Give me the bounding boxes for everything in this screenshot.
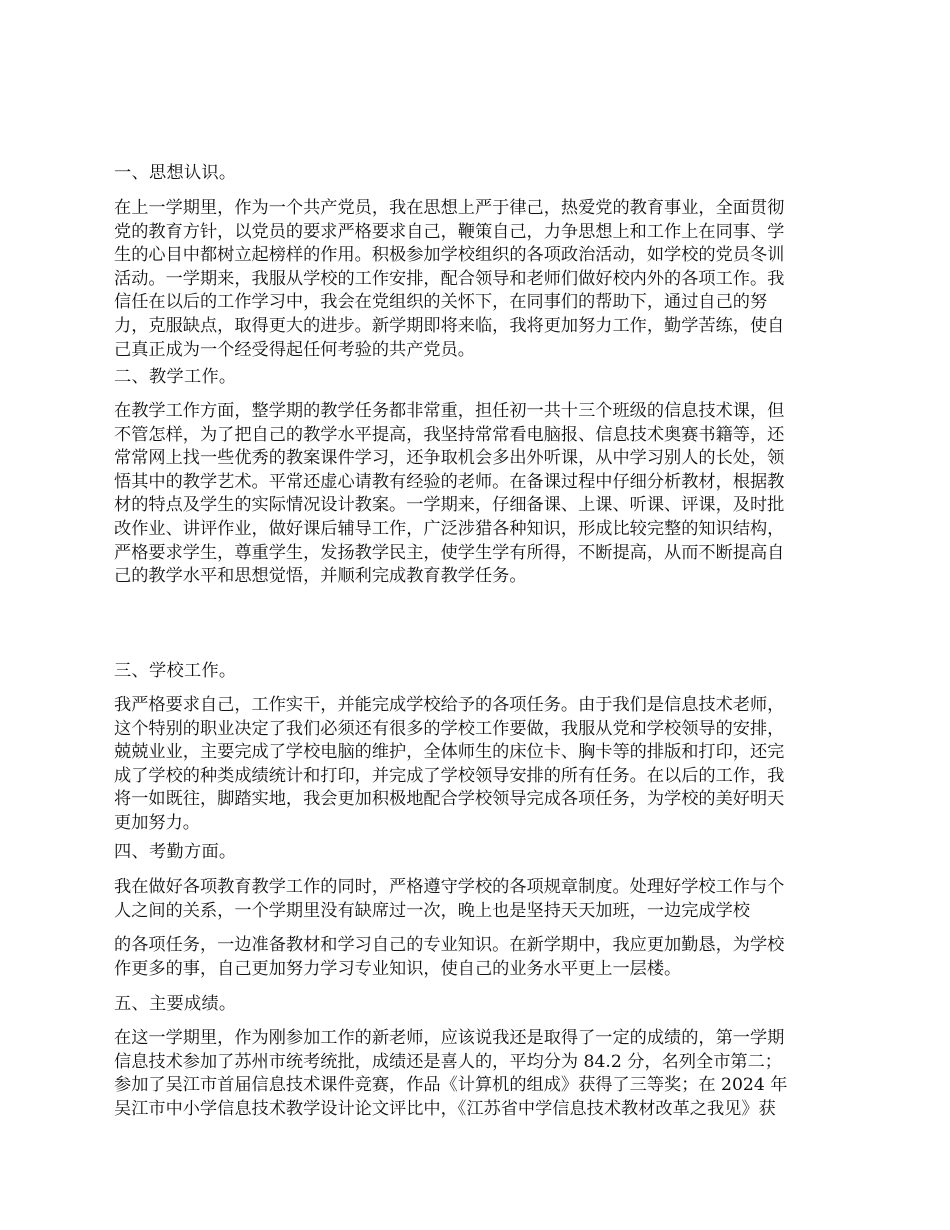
section-heading-4: 四、考勤方面。: [114, 842, 237, 862]
paragraph-achievements: 在这一学期里，作为刚参加工作的新老师，应该说我还是取得了一定的成绩的，第一学期 信息技术参加了苏州市统考统批，成绩还是喜人的，平均分为 84.2 分，名列全市第二； 参加了吴江市首届信息技术课件竞赛，作品《计算机的组成》获得了三等奖；在 2024 年 吴江市中小学信息技术教学设计论文评比中，《江苏省中学信息技术教材改革之我见》获: [114, 1028, 788, 1119]
paragraph-attendance-part2: 的各项任务，一边准备教材和学习自己的专业知识。在新学期中，我应更加勤恳，为学校 作更多的事，自己更加努力学习专业知识，使自己的业务水平更上一层楼。: [114, 935, 785, 979]
paragraph-school-work: 我严格要求自己，工作实干，并能完成学校给予的各项任务。由于我们是信息技术老师， 这个特别的职业决定了我们必须还有很多的学校工作要做，我服从党和学校领导的安排， 兢兢业业，主要完成了学校电脑的维护，全体师生的床位卡、胸卡等的排版和打印，还完 成了学校的种类成绩统计和打印，并完成了学校领导安排的所有任务。在以后的工作，我 将一如既往，脚踏实地，我会更加积极地配合学校领导完成各项任务，为学校的美好明天 更加努力。: [114, 695, 785, 833]
section-heading-2: 二、教学工作。: [114, 367, 237, 387]
section-heading-3: 三、学校工作。: [114, 661, 237, 681]
paragraph-attendance-part1: 我在做好各项教育教学工作的同时，严格遵守学校的各项规章制度。处理好学校工作与个 人之间的关系，一个学期里没有缺席过一次，晚上也是坚持天天加班，一边完成学校: [114, 877, 785, 921]
section-heading-1: 一、思想认识。: [114, 163, 237, 183]
paragraph-thought: 在上一学期里，作为一个共产党员，我在思想上严于律己，热爱党的教育事业，全面贯彻 党的教育方针，以党员的要求严格要求自己，鞭策自己，力争思想上和工作上在同事、学 生的心目中都树立起榜样的作用。积极参加学校组织的各项政治活动，如学校的党员冬训 活动。一学期来，我服从学校的工作安排，配合领导和老师们做好校内外的各项工作。我 信任在以后的工作学习中，我会在党组织的关怀下，在同事们的帮助下，通过自己的努 力，克服缺点，取得更大的进步。新学期即将来临，我将更加努力工作，勤学苦练，使自 己真正成为一个经受得起任何考验的共产党员。: [114, 198, 785, 360]
paragraph-teaching: 在教学工作方面，整学期的教学任务都非常重，担任初一共十三个班级的信息技术课，但 不管怎样，为了把自己的教学水平提高，我坚持常常看电脑报、信息技术奥赛书籍等，还 常常网上找一些优秀的教案课件学习，还争取机会多出外听课，从中学习别人的长处，领 悟其中的教学艺术。平常还虚心请教有经验的老师。在备课过程中仔细分析教材，根据教 材的特点及学生的实际情况设计教案。一学期来，仔细备课、上课、听课、评课，及时批 改作业、讲评作业，做好课后辅导工作，广泛涉猎各种知识，形成比较完整的知识结构， 严格要求学生，尊重学生，发扬教学民主，使学生学有所得，不断提高，从而不断提高自 己的教学水平和思想觉悟，并顺利完成教育教学任务。: [114, 401, 785, 587]
section-heading-5: 五、主要成绩。: [114, 994, 237, 1014]
